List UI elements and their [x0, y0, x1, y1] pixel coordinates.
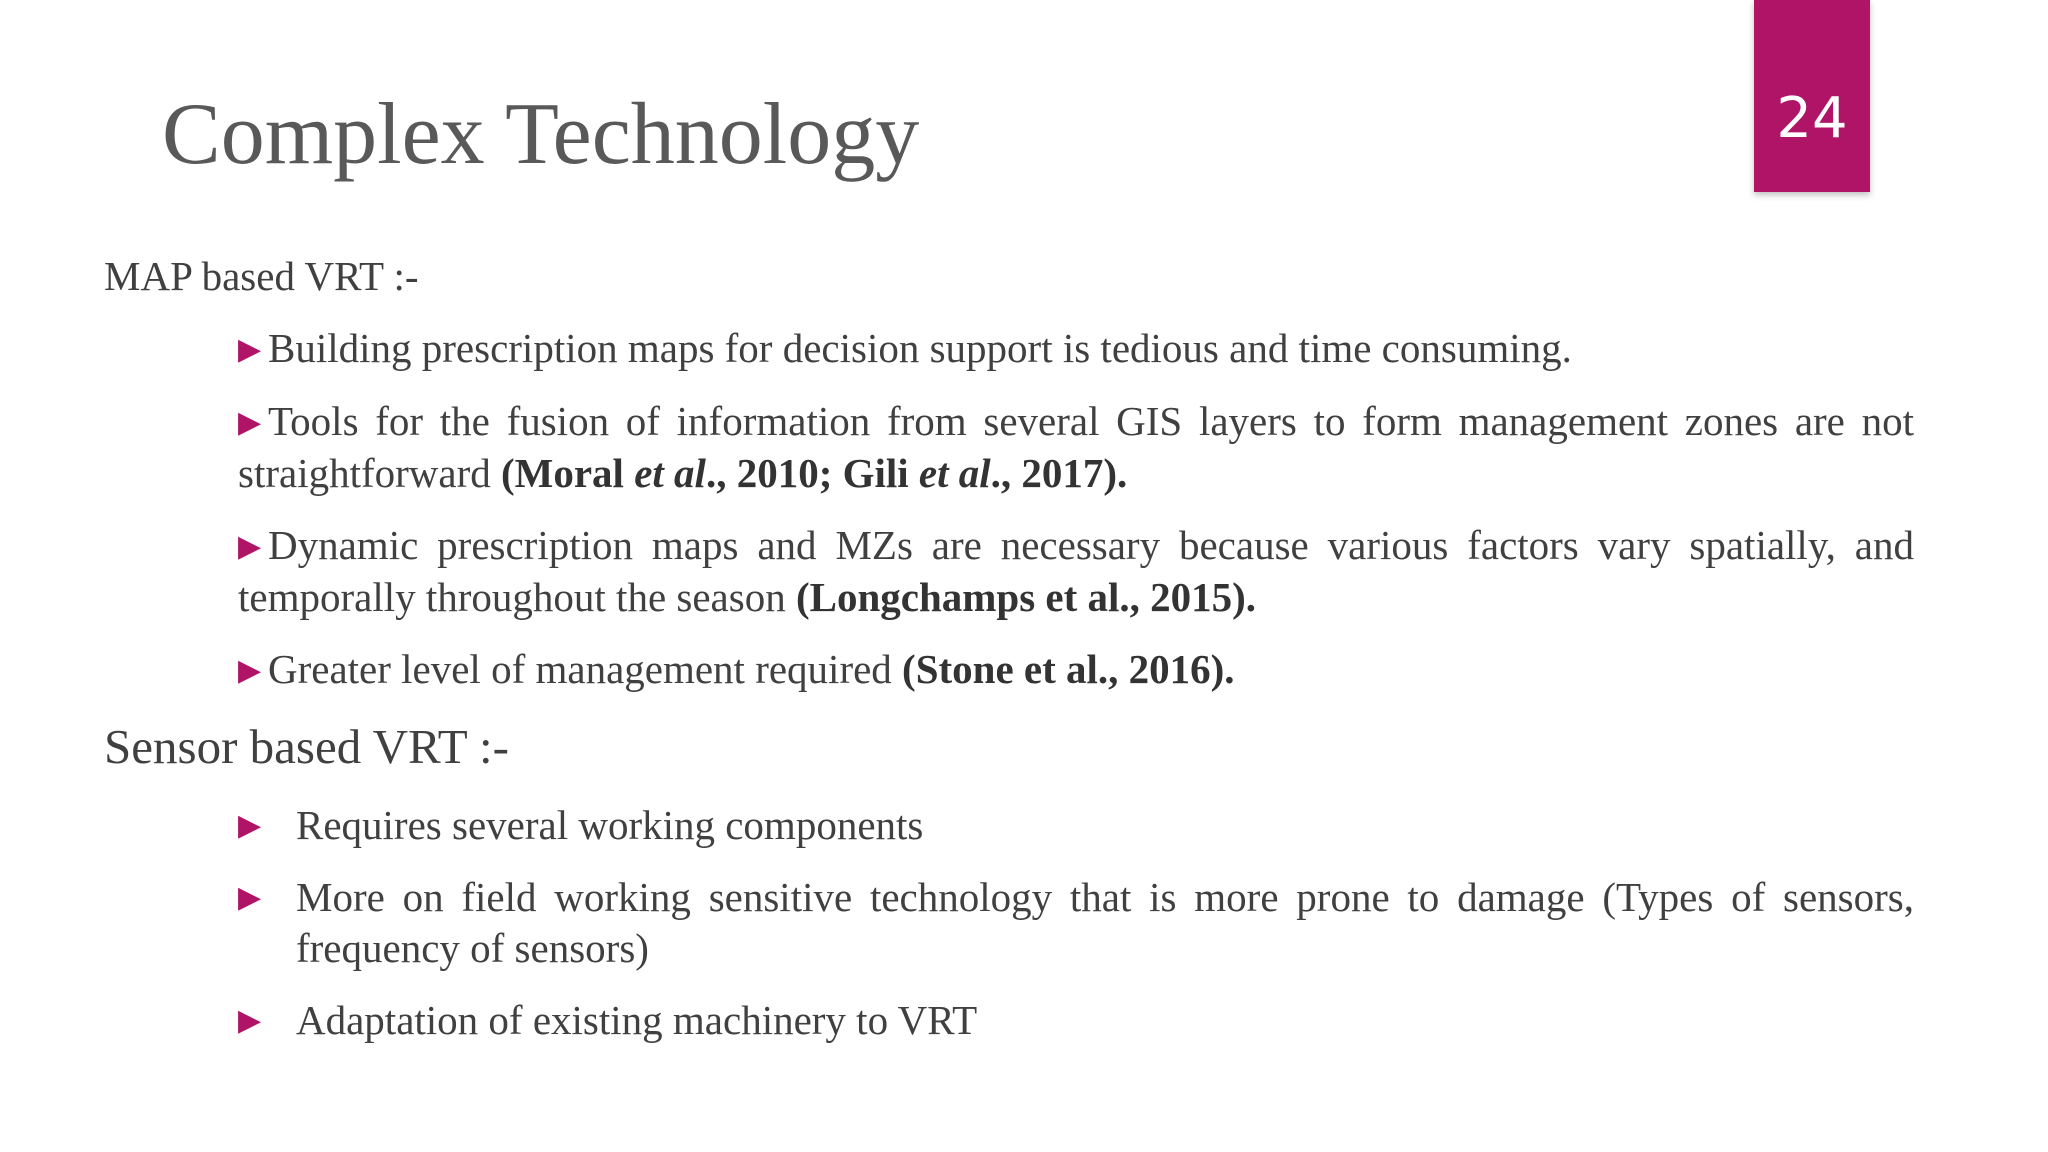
bullet-text: Adaptation of existing machinery to VRT [296, 997, 978, 1043]
list-item [238, 520, 1914, 623]
list-item [238, 323, 1914, 375]
list-item [238, 800, 1914, 851]
bullet-text: Tools for the fusion of information from several GIS layers to form management zones are not straightforward [238, 398, 1914, 496]
list-item [238, 396, 1914, 499]
triangle-bullet-icon: ▶ [238, 653, 262, 688]
list-item [238, 995, 1914, 1046]
citation: (Longchamps et al., 2015). [795, 574, 1257, 620]
map-section-heading: MAP based VRT :- [104, 253, 419, 299]
list-item [238, 872, 1914, 974]
bullet-text: More on field working sensitive technology that is more prone to damage (Types of sensors, frequency of sensors) [296, 874, 1914, 971]
slide-title: Complex Technology [162, 86, 920, 183]
triangle-bullet-icon: ▶ [238, 332, 262, 367]
triangle-bullet-icon: ▶ [238, 880, 262, 915]
citation: (Moral et al., 2010; Gili et al., 2017). [501, 450, 1128, 496]
list-item [238, 644, 1914, 696]
citation: (Stone et al., 2016). [902, 646, 1235, 692]
map-bullet-list [238, 323, 1914, 717]
sensor-section-heading: Sensor based VRT :- [104, 719, 509, 774]
triangle-bullet-icon: ▶ [238, 1003, 262, 1038]
bullet-text: Building prescription maps for decision support is tedious and time consuming. [268, 325, 1572, 371]
triangle-bullet-icon: ▶ [238, 808, 262, 843]
page-number: 24 [1776, 86, 1848, 151]
page-number-tag [1754, 0, 1870, 192]
bullet-text: Greater level of management required [268, 646, 903, 692]
bullet-text: Dynamic prescription maps and MZs are necessary because various factors vary spatially, and temporally throughout the season [238, 522, 1914, 620]
bullet-text: Requires several working components [296, 802, 924, 848]
triangle-bullet-icon: ▶ [238, 405, 262, 440]
triangle-bullet-icon: ▶ [238, 529, 262, 564]
sensor-bullet-list [238, 800, 1914, 1067]
